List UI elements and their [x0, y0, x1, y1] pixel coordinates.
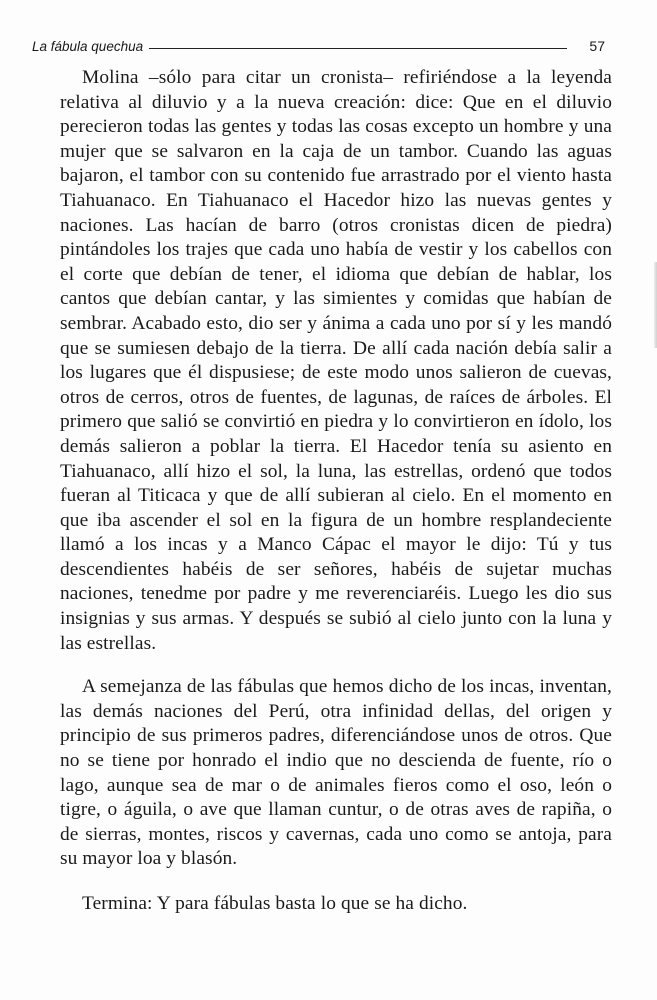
paragraph-1: Molina –sólo para citar un cronista– refiriéndose a la leyenda relativa al diluvio y a la nueva creación: dice: Que en el diluvio perecieron todas las gentes y todas las cosas excepto un hombre y una mujer que se salvaron en la caja de un tambor. Cuando las aguas bajaron, el tambor con su contenido fue arrastrado por el viento hasta Tiahuanaco. En Tiahuanaco el Hacedor hizo las nuevas gentes y naciones. Las hacían de barro (otros cronistas dicen de piedra) pintándoles los trajes que cada uno había de vestir y los cabellos con el corte que debían de tener, el idioma que debían de hablar, los cantos que debían cantar, y las simientes y comidas que habían de sembrar. Acabado esto, dio ser y ánima a cada uno por sí y les mandó que se sumiesen debajo de la tierra. De allí cada nación debía salir a los lugares que él dispusiese; de este modo unos salieron de cuevas, otros de cerros, otros de fuentes, de lagunas, de raíces de árboles. El primero que salió se convirtió en piedra y lo convirtieron en ídolo, los demás salieron a poblar la tierra. El Hacedor tenía su asiento en Tiahuanaco, allí hizo el sol, la luna, las estrellas, ordenó que todos fueran al Titicaca y que de allí subieran al cielo. En el momento en que iba ascender el sol en la figura de un hombre resplandeciente llamó a los incas y a Manco Cápac el mayor le dijo: Tú y tus descendientes habéis de ser señores, habéis de sujetar muchas naciones, tenedme por padre y me reverenciaréis. Luego les dio sus insignias y sus armas. Y después se subió al cielo junto con la luna y las estrellas.: [60, 67, 612, 654]
running-header: [32, 34, 605, 56]
body-text: [60, 66, 612, 917]
page-number: 57: [589, 38, 605, 54]
header-rule: [149, 48, 567, 49]
running-title: La fábula quechua: [32, 39, 144, 54]
paragraph-3: Termina: Y para fábulas basta lo que se ha dicho.: [82, 893, 468, 914]
paragraph-2: A semejanza de las fábulas que hemos dicho de los incas, inventan, las demás naciones del Perú, otra infinidad dellas, del origen y principio de sus primeros padres, diferenciándose unos de otros. Que no se tiene por honrado el indio que no descienda de fuente, río o lago, aunque sea de mar o de animales fieros como el oso, león o tigre, o águila, o ave que llaman cuntur, o de otras aves de rapiña, o de sierras, montes, riscos y cavernas, cada uno como se antoja, para su mayor loa y blasón.: [60, 676, 612, 870]
